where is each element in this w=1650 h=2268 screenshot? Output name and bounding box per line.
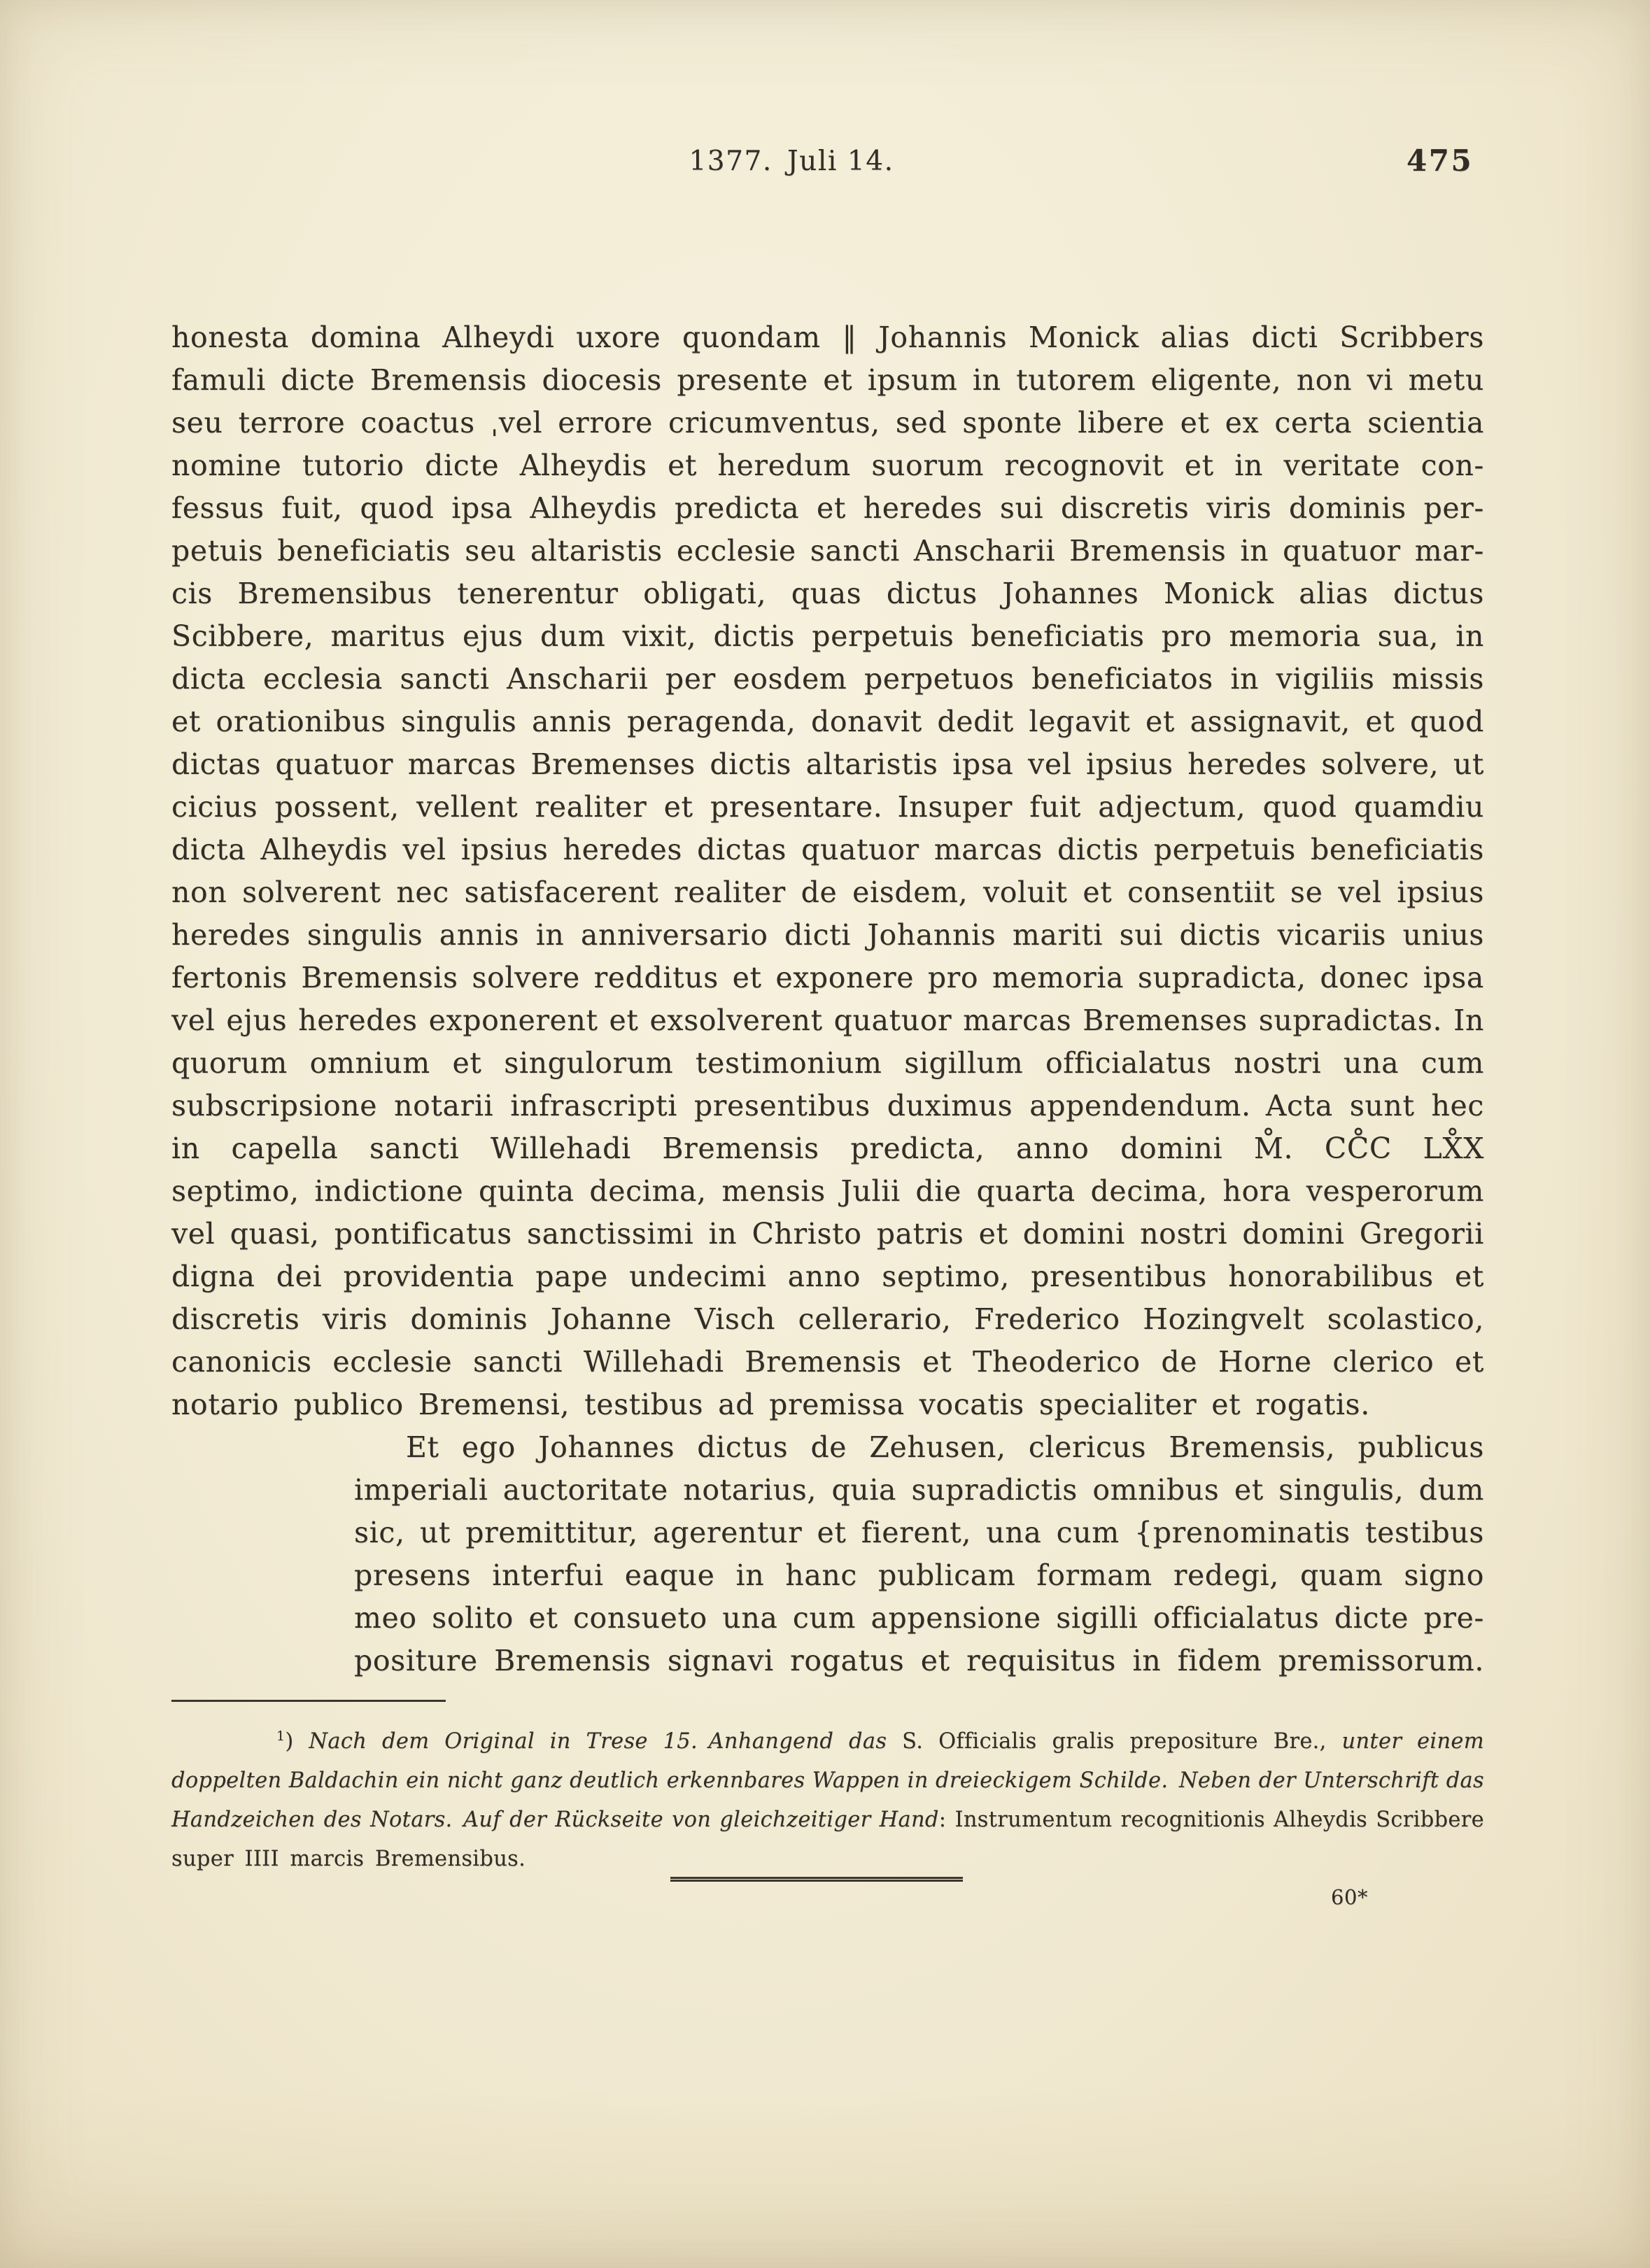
footnote-line: super IIII marcis Bremensibus. bbox=[171, 1847, 526, 1871]
text-line: sic, ut premittitur, agerentur et fierent, una cum {prenominatis testibus bbox=[354, 1516, 1484, 1549]
footnote-run: Handzeichen des Notars. Auf der Rückseite von gleichzeitiger Hand bbox=[171, 1808, 939, 1832]
text-line: Scibbere, maritus ejus dum vixit, dictis perpetuis beneficiatis pro memoria sua, in bbox=[171, 619, 1484, 653]
text-line: positure Bremensis signavi rogatus et requisitus in fidem premissorum. bbox=[354, 1644, 1484, 1677]
text-line: petuis beneficiatis seu altaristis ecclesie sancti Anscharii Bremensis in quatuor mar- bbox=[171, 534, 1484, 568]
text-line: notario publico Bremensi, testibus ad premissa vocatis specialiter et rogatis. bbox=[171, 1388, 1370, 1421]
footnote-block bbox=[171, 1722, 1484, 1879]
section-end-double-rule bbox=[670, 1877, 963, 1882]
text-line: septimo, indictione quinta decima, mensis Julii die quarta decima, hora vesperorum bbox=[171, 1174, 1484, 1208]
page-heading-date: 1377. Juli 14. bbox=[689, 146, 894, 177]
text-line: fessus fuit, quod ipsa Alheydis predicta et heredes sui discretis viris dominis per- bbox=[171, 491, 1484, 525]
page-number: 475 bbox=[1406, 143, 1474, 178]
footnote-run: : Instrumentum recognitionis Alheydis Scribbere bbox=[938, 1808, 1484, 1832]
text-line: nomine tutorio dicte Alheydis et heredum suorum recognovit et in veritate con- bbox=[171, 449, 1484, 482]
charter-text-block bbox=[171, 316, 1484, 1682]
text-line: honesta domina Alheydi uxore quondam ‖ Johannis Monick alias dicti Scribbers bbox=[171, 321, 1484, 354]
footnote-run: S. Officialis gralis prepositure Bre., bbox=[902, 1729, 1327, 1754]
text-line: cis Bremensibus tenerentur obligati, quas dictus Johannes Monick alias dictus bbox=[171, 577, 1484, 610]
text-line: discretis viris dominis Johanne Visch cellerario, Frederico Hozingvelt scolastico, bbox=[171, 1302, 1484, 1336]
footnote-marker: 1 bbox=[276, 1728, 285, 1744]
text-line: presens interfui eaque in hanc publicam formam redegi, quam signo bbox=[354, 1558, 1484, 1592]
text-line: imperiali auctoritate notarius, quia supradictis omnibus et singulis, dum bbox=[354, 1473, 1484, 1507]
text-line: vel quasi, pontificatus sanctissimi in Christo patris et domini nostri domini Gregorii bbox=[171, 1217, 1484, 1251]
text-line: non solverent nec satisfacerent realiter de eisdem, voluit et consentiit se vel ipsius bbox=[171, 875, 1484, 909]
text-line: Et ego Johannes dictus de Zehusen, clericus Bremensis, publicus bbox=[406, 1430, 1484, 1464]
text-line: dicta ecclesia sancti Anscharii per eosdem perpetuos beneficiatos in vigiliis missis bbox=[171, 662, 1484, 696]
text-line: fertonis Bremensis solvere redditus et exponere pro memoria supradicta, donec ipsa bbox=[171, 961, 1484, 994]
text-line: canonicis ecclesie sancti Willehadi Bremensis et Theoderico de Horne clerico et bbox=[171, 1345, 1484, 1379]
text-line: quorum omnium et singulorum testimonium sigillum officialatus nostri una cum bbox=[171, 1046, 1484, 1080]
text-line: dictas quatuor marcas Bremenses dictis altaristis ipsa vel ipsius heredes solvere, ut bbox=[171, 747, 1484, 781]
text-line: et orationibus singulis annis peragenda, donavit dedit legavit et assignavit, et quod bbox=[171, 705, 1484, 738]
text-line: meo solito et consueto una cum appensione sigilli officialatus dicte pre- bbox=[354, 1601, 1484, 1635]
text-line: seu terrore coactus ˌvel errore cricumventus, sed sponte libere et ex certa scientia bbox=[171, 406, 1484, 439]
notary-subscription-block bbox=[354, 1426, 1484, 1682]
text-line: famuli dicte Bremensis diocesis presente et ipsum in tutorem eligente, non vi metu bbox=[171, 363, 1484, 397]
printer-signature-mark: 60* bbox=[1331, 1885, 1369, 1909]
text-line: digna dei providentia pape undecimi anno septimo, presentibus honorabilibus et bbox=[171, 1260, 1484, 1293]
footnote-run: ) bbox=[285, 1729, 309, 1754]
text-line: cicius possent, vellent realiter et presentare. Insuper fuit adjectum, quod quamdiu bbox=[171, 790, 1484, 824]
text-line: heredes singulis annis in anniversario dicti Johannis mariti sui dictis vicariis unius bbox=[171, 918, 1484, 952]
text-line: dicta Alheydis vel ipsius heredes dictas quatuor marcas dictis perpetuis beneficiatis bbox=[171, 833, 1484, 866]
footnote-separator-rule bbox=[171, 1700, 446, 1702]
footnote-line: doppelten Baldachin ein nicht ganz deutlich erkennbares Wappen in dreieckigem Schilde. Neben der Unterschrift das bbox=[171, 1768, 1484, 1793]
text-line: subscripsione notarii infrascripti presentibus duximus appendendum. Acta sunt hec bbox=[171, 1089, 1484, 1122]
footnote-run: Nach dem Original in Trese 15. Anhangend das bbox=[309, 1729, 903, 1754]
footnote-line bbox=[171, 1722, 1484, 1761]
footnote-run: unter einem bbox=[1326, 1729, 1484, 1754]
text-line: in capella sancti Willehadi Bremensis predicta, anno domini M̊. CC̊C LX̊X bbox=[171, 1132, 1484, 1165]
text-line: vel ejus heredes exponerent et exsolverent quatuor marcas Bremenses supradictas. In bbox=[171, 1003, 1484, 1037]
footnote-line bbox=[171, 1801, 1484, 1840]
